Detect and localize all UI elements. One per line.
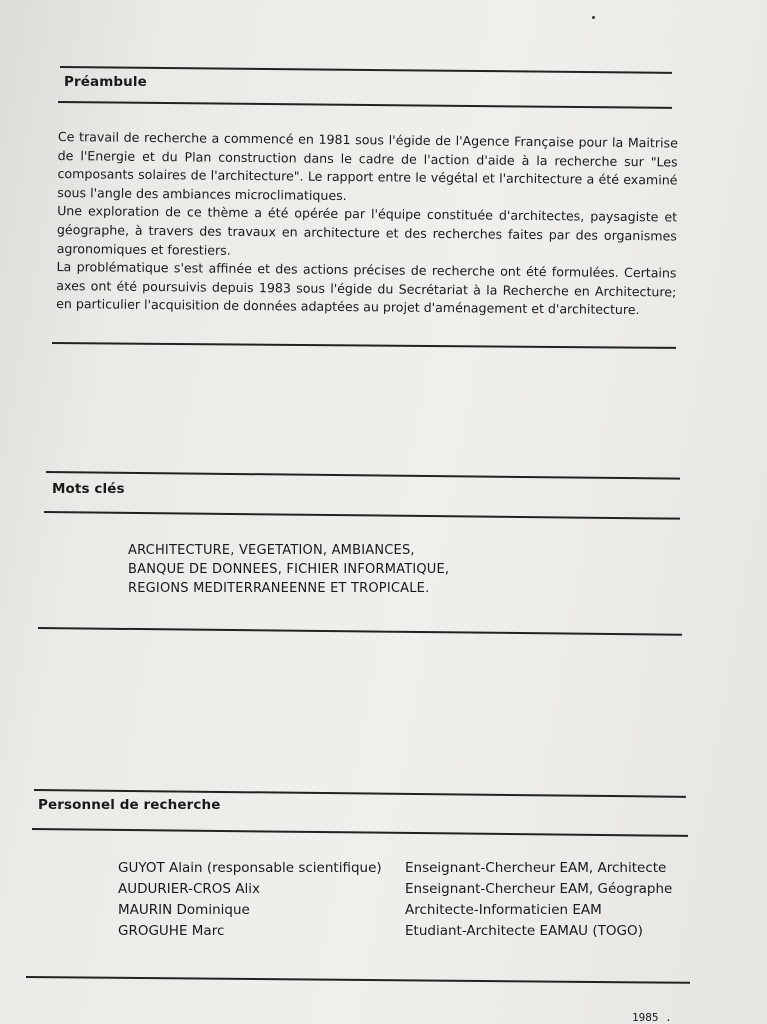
page-number: 1985 . [632,1011,672,1024]
keywords-heading: Mots clés [52,481,125,497]
person-role: Etudiant-Architecte EAMAU (TOGO) [405,923,643,939]
preamble-bottom-rule [58,101,672,108]
personnel-row [118,879,678,900]
personnel-row [118,858,678,879]
personnel-row [118,900,678,921]
preamble-paragraph: La problématique s'est affinée et des actions précises de recherche ont été formulées. Certains axes ont été poursuivis depuis 1983 sous l'égide du Secrétariat à la Recherche en Architecture; en particulier l'acquisition de données adaptées au projet d'aménagement et d'architecture. [56,259,677,318]
personnel-list [118,858,678,942]
preamble-paragraph: Ce travail de recherche a commencé en 1981 sous l'égide de l'Agence Française pour la Maitrise de l'Energie et du Plan construction dans le cadre de l'action d'aide à la recherche sur "Les composants solaires de l'architecture". Le rapport entre le végétal et l'architecture a été examiné sous l'angle des ambiances microclimatiques. [57,128,678,203]
person-role: Enseignant-Chercheur EAM, Géographe [405,881,673,897]
speck [592,16,595,19]
personnel-bottom-rule [32,828,688,836]
person-role: Architecte-Informaticien EAM [405,902,602,918]
preamble-text [56,128,678,320]
keywords-top-rule [46,471,680,479]
preamble-paragraph: Une exploration de ce thème a été opérée par l'équipe constituée d'architectes, paysagiste et géographe, à travers des travaux en architecture et des recherches faites par des organismes agronomiques et forestiers. [56,203,678,258]
person-name: AUDURIER-CROS Alix [118,881,261,897]
person-role: Enseignant-Chercheur EAM, Architecte [405,860,667,876]
keyword-list [128,541,449,598]
person-name: GUYOT Alain (responsable scientifique) [118,860,382,876]
keyword-line: ARCHITECTURE, VEGETATION, AMBIANCES, [128,543,415,558]
person-name: MAURIN Dominique [118,902,250,918]
personnel-end-rule [26,976,690,983]
keywords-end-rule [38,627,682,635]
preamble-end-rule [52,342,676,348]
keyword-line: REGIONS MEDITERRANEENNE ET TROPICALE. [128,581,430,596]
person-name: GROGUHE Marc [118,923,225,939]
keyword-line: BANQUE DE DONNEES, FICHIER INFORMATIQUE, [128,562,450,577]
preamble-top-rule [60,66,672,73]
keywords-bottom-rule [44,511,680,519]
personnel-row [118,921,678,942]
preamble-heading: Préambule [64,74,147,90]
personnel-heading: Personnel de recherche [38,797,221,813]
